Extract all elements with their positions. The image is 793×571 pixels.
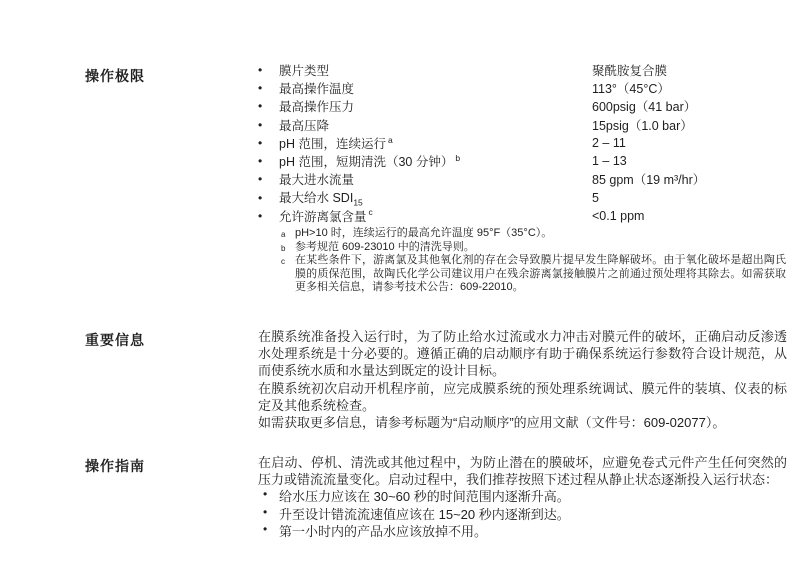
- bullet-icon: •: [258, 172, 263, 187]
- limit-value: 2 – 11: [592, 135, 626, 150]
- bullet-icon: •: [258, 117, 263, 132]
- guideline-text: 升至设计错流流速值应该在 15~20 秒内逐渐到达。: [279, 506, 570, 522]
- limit-row-ph-continuous: [258, 134, 788, 152]
- heading-operating-guidelines: 操作指南: [85, 458, 145, 474]
- limit-value: 15psig（1.0 bar）: [592, 118, 693, 133]
- limit-row-membrane-type: [258, 61, 788, 79]
- footnote-marker: a: [281, 230, 286, 239]
- footnote-marker: c: [281, 257, 285, 266]
- limit-label-text: 最高压降: [279, 118, 330, 133]
- footnote-ref-c: c: [368, 207, 373, 218]
- footnote-text: 在某些条件下，游离氯及其他氧化剂的存在会导致膜片提早发生降解破坏。由于氧化破坏是超出陶氏膜的质保范围，故陶氏化学公司建议用户在残余游离氯接触膜片之前通过预处理将其除去。如需获取更多相关信息，请参考技术公告：609-22010。: [295, 254, 786, 293]
- important-info-body: [258, 328, 787, 431]
- footnote-c: [281, 254, 786, 295]
- bullet-icon: •: [258, 63, 263, 78]
- paragraph: 在膜系统初次启动开机程序前，应完成膜系统的预处理系统调试、膜元件的装填、仪表的标定及其他系统检查。: [258, 380, 787, 413]
- heading-important-info: 重要信息: [85, 332, 145, 348]
- limit-label: [279, 97, 592, 115]
- limit-label: [279, 61, 592, 79]
- footnotes-block: [281, 227, 786, 295]
- limit-label: [279, 152, 592, 170]
- limit-value: <0.1 ppm: [592, 208, 645, 223]
- guideline-bullet-item: [258, 506, 787, 523]
- operating-limits-list: [258, 61, 788, 225]
- paragraph: 如需获取更多信息，请参考标题为“启动顺序”的应用文献（文件号：609-02077）。: [258, 415, 726, 431]
- bullet-icon: •: [258, 191, 263, 206]
- limit-label-text: 最大给水 SDI: [279, 191, 354, 206]
- footnote-b: [281, 241, 786, 255]
- limit-value: 113°（45°C）: [592, 82, 670, 97]
- limit-value: 600psig（41 bar）: [592, 100, 697, 115]
- operating-guidelines-body: [258, 454, 787, 540]
- limit-label-text: pH 范围，短期清洗（30 分钟）: [279, 155, 454, 170]
- guideline-text: 给水压力应该在 30~60 秒的时间范围内逐渐升高。: [279, 489, 570, 505]
- limit-row-ph-cleaning: [258, 152, 788, 170]
- bullet-icon: •: [258, 154, 263, 169]
- limit-value: 5: [592, 191, 599, 206]
- limit-value: 聚酰胺复合膜: [592, 64, 668, 79]
- limit-label: [279, 134, 592, 152]
- paragraph: 在启动、停机、清洗或其他过程中，为防止潜在的膜破坏，应避免卷式元件产生任何突然的压力或错流流量变化。启动过程中，我们推荐按照下述过程从静止状态逐渐投入运行状态：: [258, 455, 787, 488]
- limit-row-max-temperature: [258, 79, 788, 97]
- bullet-icon: •: [258, 135, 263, 150]
- limit-row-free-chlorine: [258, 207, 788, 225]
- bullet-icon: •: [263, 521, 268, 536]
- limit-label-text: 允许游离氯含量: [279, 209, 367, 224]
- footnote-text: pH>10 时，连续运行的最高允许温度 95°F（35°C）。: [295, 227, 553, 239]
- bullet-icon: •: [258, 208, 263, 223]
- guideline-bullet-item: [258, 523, 787, 540]
- bullet-icon: •: [263, 487, 268, 502]
- bullet-icon: •: [263, 504, 268, 519]
- limit-row-max-pressure: [258, 97, 788, 115]
- limit-label: [279, 188, 592, 208]
- footnote-a: [281, 227, 786, 241]
- limit-label: [279, 170, 592, 188]
- limit-value: 1 – 13: [592, 154, 627, 169]
- limit-label-text: 最大进水流量: [279, 173, 355, 188]
- limit-row-max-feed-flow: [258, 170, 788, 188]
- limit-row-max-pressure-drop: [258, 116, 788, 134]
- footnote-marker: b: [281, 243, 286, 253]
- bullet-icon: •: [258, 99, 263, 114]
- limit-label-text: 膜片类型: [279, 64, 330, 79]
- bullet-icon: •: [258, 81, 263, 96]
- footnote-ref-b: b: [455, 152, 461, 163]
- guideline-text: 第一小时内的产品水应该放掉不用。: [279, 523, 488, 539]
- limit-value: 85 gpm（19 m³/hr）: [592, 173, 706, 188]
- paragraph: 在膜系统准备投入运行时，为了防止给水过流或水力冲击对膜元件的破坏，正确启动反渗透水处理系统是十分必要的。遵循正确的启动顺序有助于确保系统运行参数符合设计规范，从而使系统水质和水量达到既定的设计目标。: [258, 329, 787, 379]
- limit-row-max-sdi: [258, 188, 788, 206]
- limit-label: [279, 116, 592, 134]
- sdi-subscript: 15: [353, 197, 363, 208]
- guideline-bullet-item: [258, 488, 787, 505]
- heading-operating-limits: 操作极限: [85, 68, 145, 84]
- guidelines-bullet-list: [258, 488, 787, 540]
- limit-label-text: 最高操作压力: [279, 100, 355, 115]
- limit-label-text: pH 范围，连续运行: [279, 136, 386, 151]
- limit-label: [279, 79, 592, 97]
- limit-label-text: 最高操作温度: [279, 82, 355, 97]
- footnote-ref-a: a: [387, 134, 393, 145]
- limit-label: [279, 207, 592, 225]
- footnote-text: 参考规范 609-23010 中的清洗导则。: [295, 240, 475, 253]
